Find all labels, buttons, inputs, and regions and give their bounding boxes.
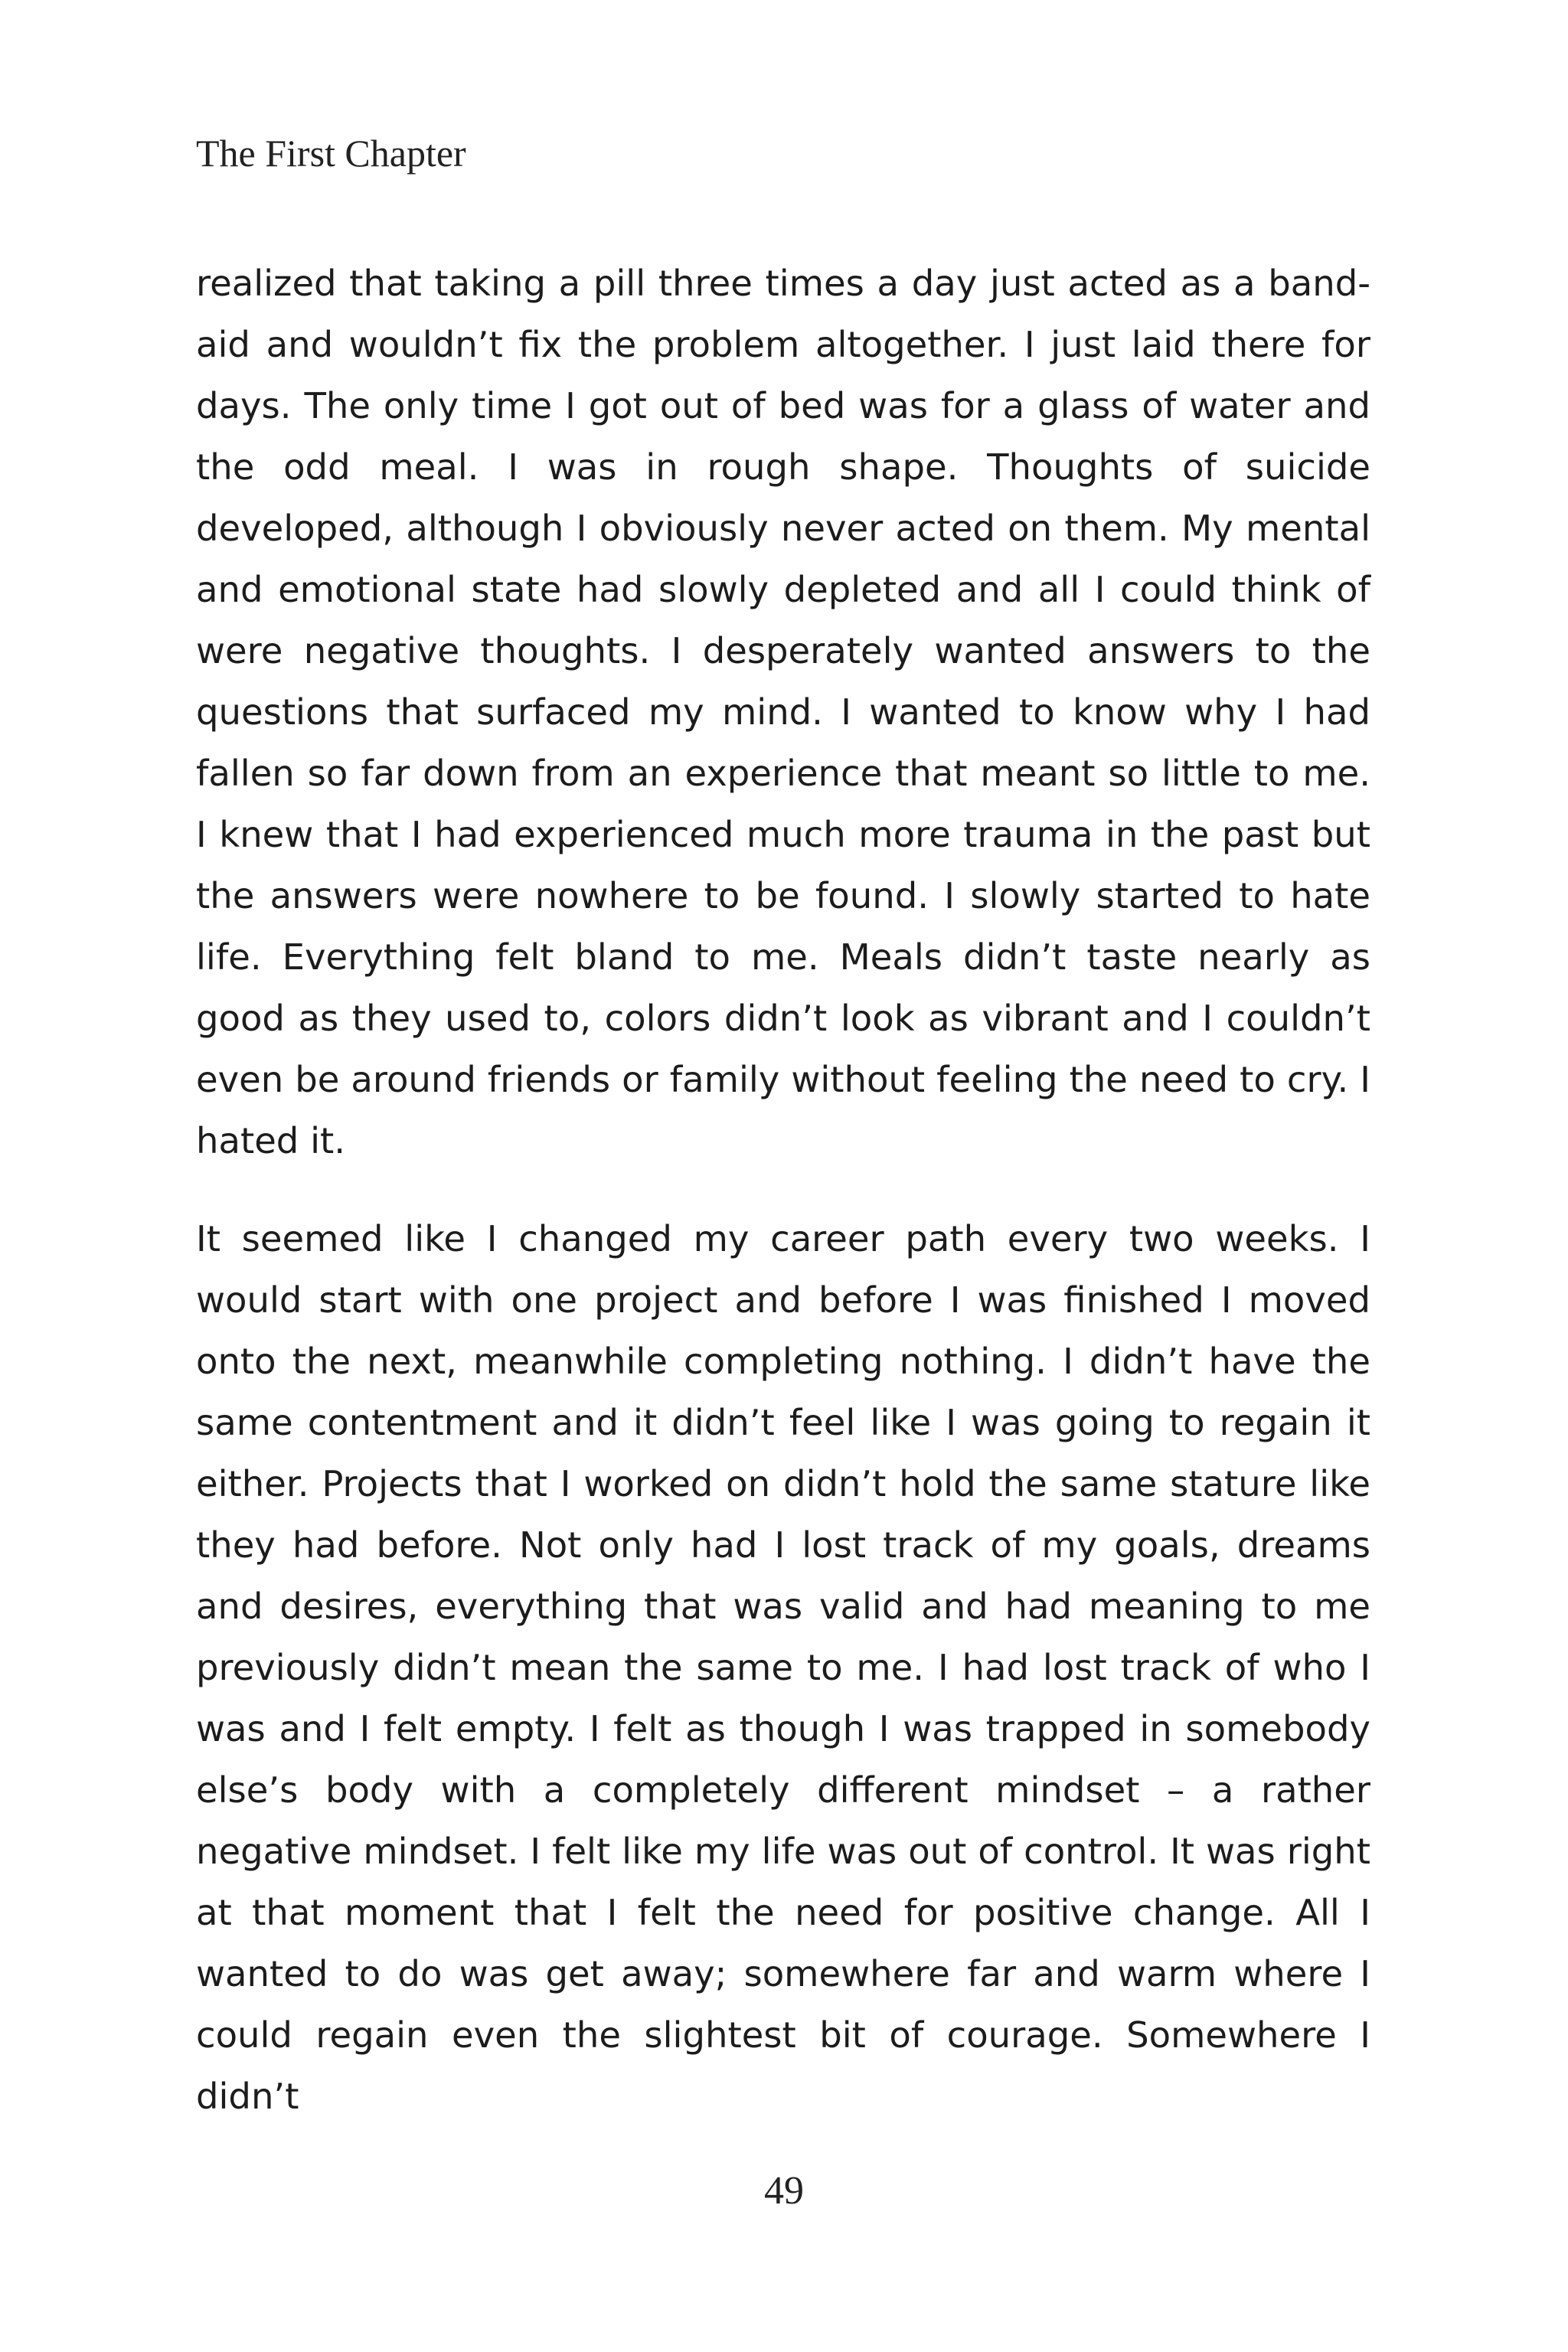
paragraph-1: realized that taking a pill three times a day just acted as a band-aid and wouldn’t fix the problem altogether. I just laid there for days. The only time I got out of bed was for a glass of water and the odd meal. I was in rough shape. Thoughts of suicide developed, although I obviously never acted on them. My mental and emotional state had slowly depleted and all I could think of were negative thoughts. I desperately wanted answers to the questions that surfaced my mind. I wanted to know why I had fallen so far down from an experience that meant so little to me. I knew that I had experienced much more trauma in the past but the answers were nowhere to be found. I slowly started to hate life. Everything felt bland to me. Meals didn’t taste nearly as good as they used to, colors didn’t look as vibrant and I couldn’t even be around friends or family without feeling the need to cry. I hated it. — [196, 263, 1370, 1161]
paragraph-2: It seemed like I changed my career path every two weeks. I would start with one project and before I was finished I moved onto the next, meanwhile completing nothing. I didn’t have the same contentment and it didn’t feel like I was going to regain it either. Projects that I worked on didn’t hold the same stature like they had before. Not only had I lost track of my goals, dreams and desires, everything that was valid and had meaning to me previously didn’t mean the same to me. I had lost track of who I was and I felt empty. I felt as though I was trapped in somebody else’s body with a completely different mindset – a rather negative mindset. I felt like my life was out of control. It was right at that moment that I felt the need for positive change. All I wanted to do was get away; somewhere far and warm where I could regain even the slightest bit of courage. Somewhere I didn’t — [196, 1218, 1370, 2117]
running-header-chapter-title: The First Chapter — [196, 132, 466, 175]
page-number: 49 — [764, 2169, 804, 2213]
body-text — [196, 253, 1370, 2164]
